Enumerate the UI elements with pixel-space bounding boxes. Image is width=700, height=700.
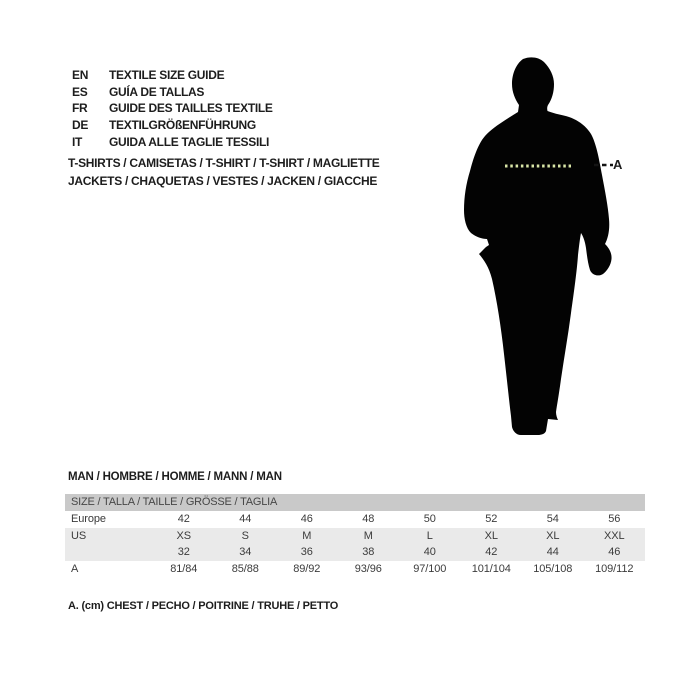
- table-row: [65, 528, 645, 545]
- size-cell: 89/92: [293, 562, 321, 575]
- language-row-en: [72, 67, 273, 84]
- measurement-label-a: A: [613, 157, 623, 172]
- garment-line-tshirts: T-SHIRTS / CAMISETAS / T-SHIRT / T-SHIRT / MAGLIETTE: [68, 156, 380, 170]
- size-table: [65, 494, 645, 577]
- size-cell: 48: [362, 513, 375, 525]
- size-cell: 52: [485, 513, 498, 525]
- language-text: GUIDE DES TAILLES TEXTILE: [109, 101, 273, 116]
- size-cell: S: [241, 529, 249, 542]
- size-cell: 54: [546, 513, 559, 525]
- language-text: GUIDA ALLE TAGLIE TESSILI: [109, 134, 270, 149]
- man-silhouette: [435, 48, 625, 438]
- size-cell: 46: [608, 546, 621, 558]
- size-cell: 42: [485, 546, 498, 558]
- table-body: [65, 511, 645, 577]
- size-cell: 40: [423, 546, 436, 558]
- row-label: A: [71, 562, 79, 575]
- man-silhouette-path: [464, 57, 612, 435]
- size-cell: 93/96: [354, 562, 382, 575]
- language-text: TEXTILGRÖßENFÜHRUNG: [109, 118, 256, 133]
- language-row-fr: [72, 100, 273, 117]
- language-code: FR: [72, 101, 88, 116]
- footnote-chest: A. (cm) CHEST / PECHO / POITRINE / TRUHE / PETTO: [68, 600, 339, 612]
- size-cell: L: [426, 529, 433, 542]
- size-cell: XS: [176, 529, 191, 542]
- size-cell: 38: [362, 546, 375, 558]
- language-row-it: [72, 134, 273, 151]
- size-cell: 101/104: [471, 562, 511, 575]
- man-silhouette-svg: [435, 48, 625, 438]
- size-cell: 97/100: [413, 562, 447, 575]
- garment-types: [68, 155, 380, 190]
- language-text: GUÍA DE TALLAS: [109, 84, 205, 99]
- garment-line-jackets: JACKETS / CHAQUETAS / VESTES / JACKEN / GIACCHE: [68, 173, 378, 188]
- language-list: [72, 67, 273, 151]
- row-label: Europe: [71, 513, 106, 525]
- table-row: [65, 544, 645, 561]
- language-code: ES: [72, 84, 88, 99]
- language-code: EN: [72, 68, 89, 82]
- size-cell: 34: [239, 546, 252, 558]
- row-label: [65, 544, 153, 561]
- size-cell: 50: [423, 513, 436, 525]
- size-cell: 109/112: [595, 562, 634, 575]
- language-text: TEXTILE SIZE GUIDE: [109, 68, 225, 82]
- size-cell: XL: [546, 529, 560, 542]
- language-row-de: [72, 117, 273, 134]
- row-label: US: [71, 529, 87, 542]
- table-header: SIZE / TALLA / TAILLE / GRÖSSE / TAGLIA: [65, 494, 645, 511]
- size-cell: 44: [546, 546, 559, 558]
- size-cell: 105/108: [533, 562, 573, 575]
- size-cell: 32: [177, 546, 190, 558]
- size-cell: 46: [300, 513, 313, 525]
- size-cell: 36: [300, 546, 313, 558]
- language-code: DE: [72, 118, 89, 133]
- table-row: [65, 561, 645, 578]
- language-row-es: [72, 84, 273, 101]
- size-cell: M: [302, 529, 312, 542]
- size-cell: XL: [484, 529, 498, 542]
- size-cell: M: [363, 529, 373, 542]
- size-cell: 56: [608, 513, 621, 525]
- size-cell: 42: [177, 513, 190, 525]
- section-title-man: MAN / HOMBRE / HOMME / MANN / MAN: [68, 471, 282, 483]
- size-cell: 85/88: [231, 562, 259, 575]
- size-cell: 44: [239, 513, 252, 525]
- size-cell: XXL: [604, 529, 625, 542]
- size-cell: 81/84: [170, 562, 198, 575]
- table-row: [65, 511, 645, 528]
- language-code: IT: [72, 134, 83, 149]
